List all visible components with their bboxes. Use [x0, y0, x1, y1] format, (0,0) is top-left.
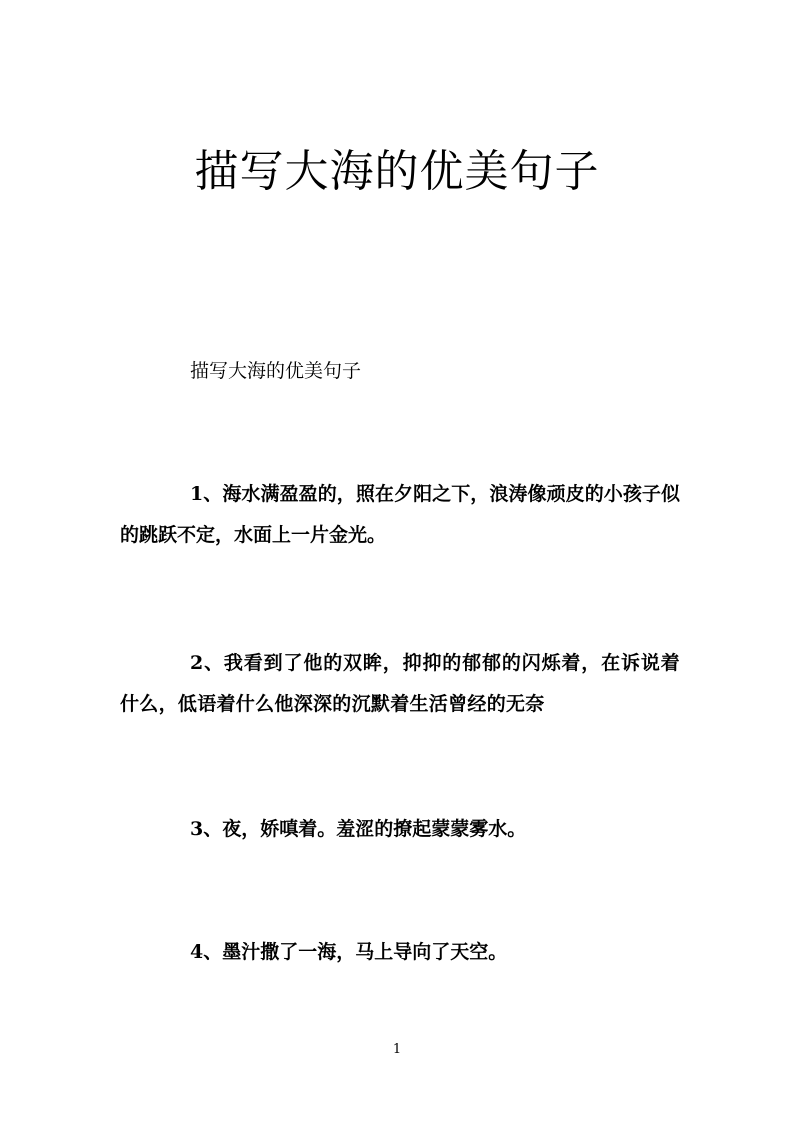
paragraph-3: 3、夜，娇嗔着。羞涩的撩起蒙蒙雾水。 [190, 818, 527, 840]
paragraph-4: 4、墨汁撒了一海，马上导向了天空。 [190, 941, 508, 963]
paragraph-2: 2、我看到了他的双眸，抑抑的郁郁的闪烁着，在诉说着什么，低语着什么他深深的沉默着生活曾经的无奈 [120, 652, 680, 715]
document-subtitle: 描写大海的优美句子 [190, 360, 362, 382]
document-title: 描写大海的优美句子 [194, 146, 600, 197]
paragraph-1: 1、海水满盈盈的，照在夕阳之下，浪涛像顽皮的小孩子似的跳跃不定，水面上一片金光。 [120, 483, 680, 546]
page-number: 1 [392, 1042, 402, 1057]
